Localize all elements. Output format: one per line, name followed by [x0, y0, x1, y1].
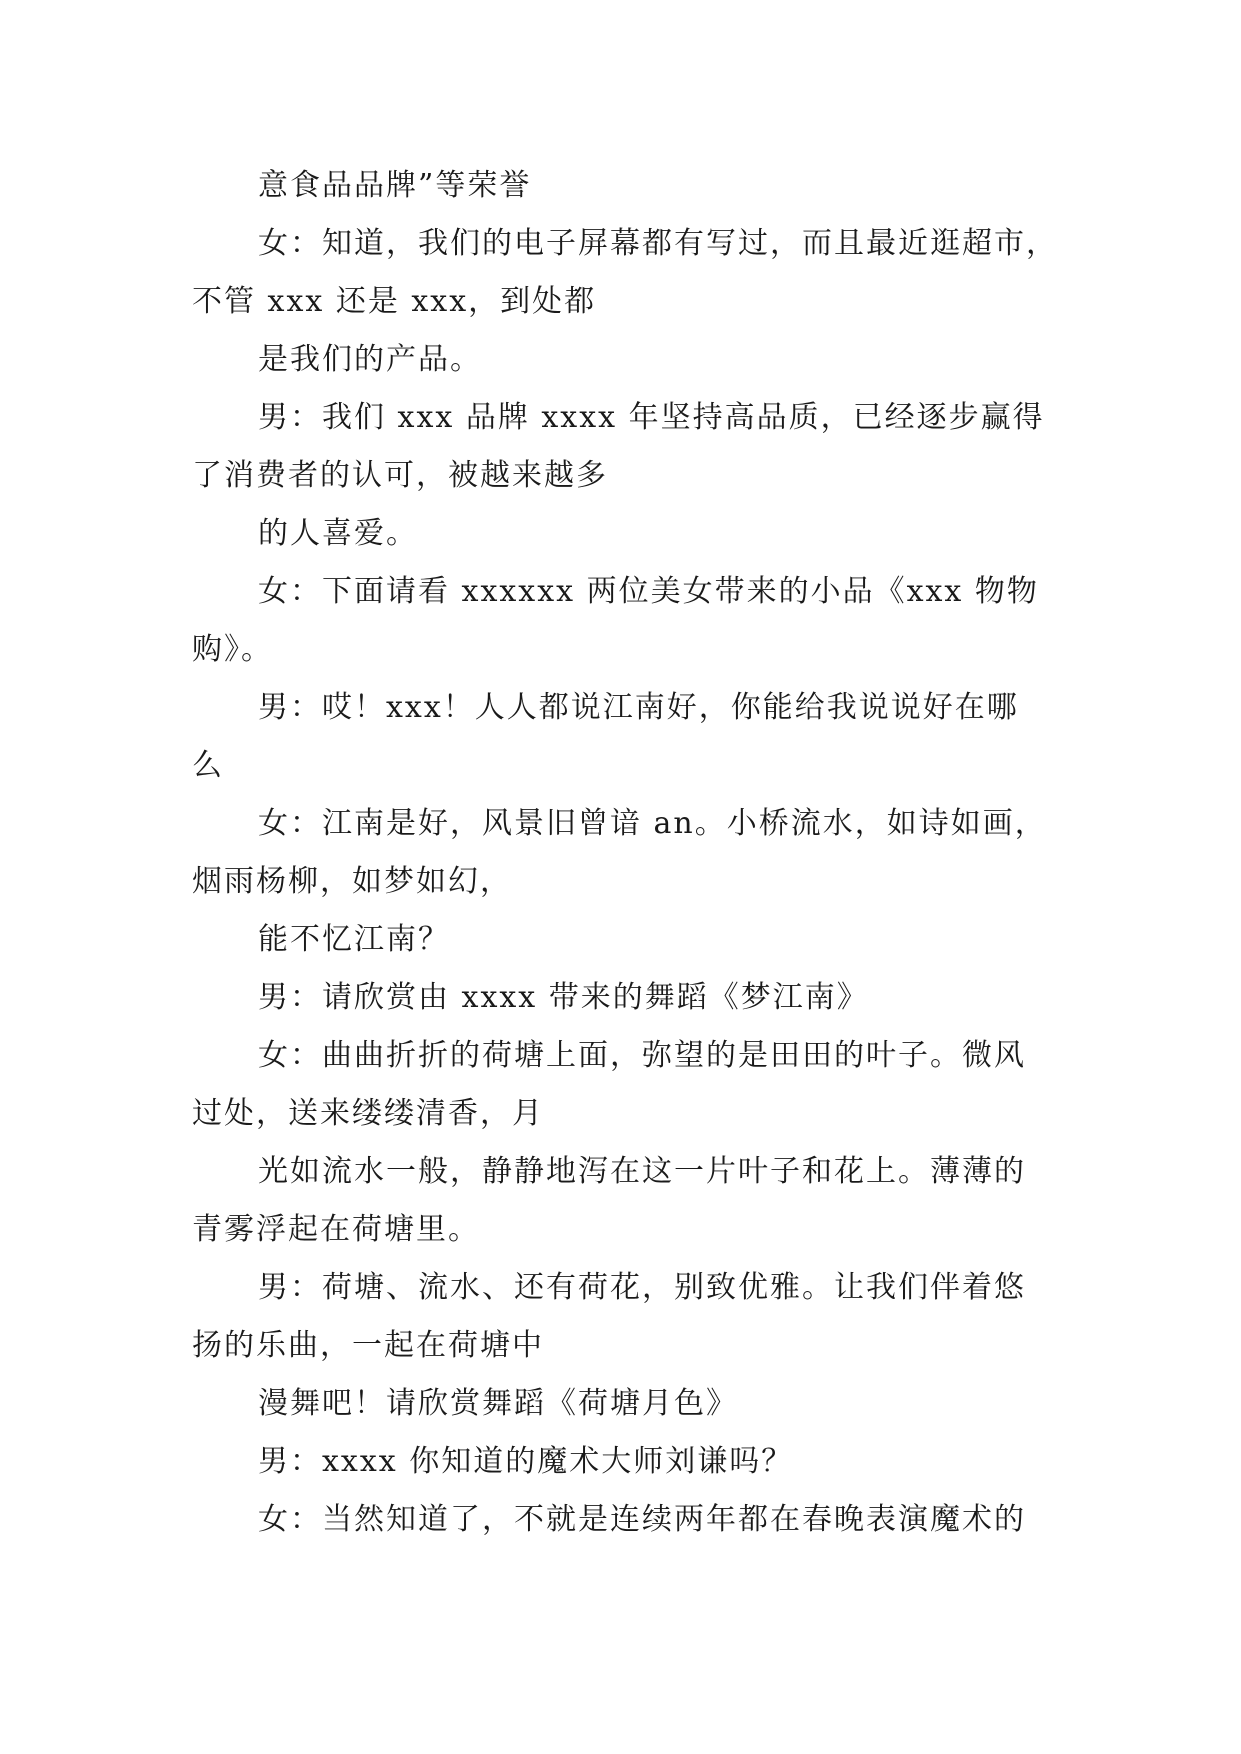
- text-line: 漫舞吧！请欣赏舞蹈《荷塘月色》: [258, 1386, 738, 1421]
- text-line: 过处，送来缕缕清香，月: [192, 1096, 544, 1131]
- text-line: 是我们的产品。: [258, 342, 482, 377]
- text-line: 男：请欣赏由 xxxx 带来的舞蹈《梦江南》: [258, 980, 869, 1015]
- text-line: 男：我们 xxx 品牌 xxxx 年坚持高品质，已经逐步赢得: [258, 400, 1045, 435]
- text-line: 女：江南是好，风景旧曾谙 an。小桥流水，如诗如画，: [258, 806, 1047, 841]
- text-line: 扬的乐曲，一起在荷塘中: [192, 1328, 544, 1363]
- text-line: 购》。: [192, 632, 273, 667]
- text-line: 能不忆江南？: [258, 922, 450, 957]
- text-line: 了消费者的认可，被越来越多: [192, 458, 608, 493]
- text-line: 意食品品牌”等荣誉: [258, 168, 532, 203]
- text-line: 女：当然知道了，不就是连续两年都在春晚表演魔术的: [258, 1502, 1026, 1537]
- text-line: 的人喜爱。: [258, 516, 418, 551]
- text-line: 女：曲曲折折的荷塘上面，弥望的是田田的叶子。微风: [258, 1038, 1026, 1073]
- text-line: 烟雨杨柳，如梦如幻，: [192, 864, 512, 899]
- text-line: 男：荷塘、流水、还有荷花，别致优雅。让我们伴着悠: [258, 1270, 1026, 1305]
- text-line: 青雾浮起在荷塘里。: [192, 1212, 480, 1247]
- text-line: 男：哎！xxx！人人都说江南好，你能给我说说好在哪: [258, 690, 1019, 725]
- text-line: 女：知道，我们的电子屏幕都有写过，而且最近逛超市，: [258, 226, 1058, 261]
- text-line: 光如流水一般，静静地泻在这一片叶子和花上。薄薄的: [258, 1154, 1026, 1189]
- text-line: 男：xxxx 你知道的魔术大师刘谦吗？: [258, 1444, 794, 1479]
- text-line: 女：下面请看 xxxxxx 两位美女带来的小品《xxx 物物: [258, 574, 1039, 609]
- text-line: 么: [192, 748, 224, 783]
- text-line: 不管 xxx 还是 xxx，到处都: [192, 284, 597, 319]
